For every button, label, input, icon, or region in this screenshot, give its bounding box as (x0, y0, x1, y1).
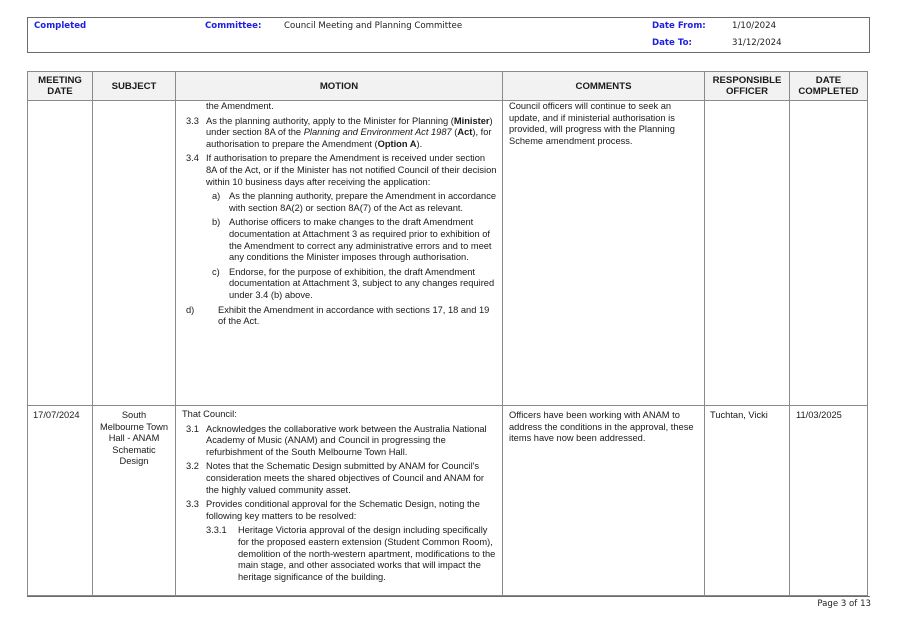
date-completed-cell (790, 101, 868, 406)
table-row (28, 406, 868, 596)
col-responsible-officer: RESPONSIBLE OFFICER (705, 72, 790, 101)
col-date-completed: DATE COMPLETED (790, 72, 868, 101)
motion-continuation: the Amendment. (206, 101, 274, 111)
motion-cell (176, 406, 503, 596)
date-to-label: Date To: (652, 38, 692, 48)
motion-sub-d: d) Exhibit the Amendment in accordance with sections 17, 18 and 19 of the Act. (186, 304, 490, 327)
motion-item-3-3-1: 3.3.1 Heritage Victoria approval of the design including specifically for the proposed eastern extension (Student Common Room), demolition of the north-western apartment, modifications to the main stage, and other associated works that will impact the heritage significance of the building. (206, 525, 496, 582)
table-row (28, 101, 868, 406)
comments-cell: Council officers will continue to seek an update, and if ministerial authorisation is provided, will progress with the Planning Scheme amendment process. (503, 101, 705, 406)
col-motion: MOTION (176, 72, 503, 101)
motion-item-3-2: 3.2 Notes that the Schematic Design submitted by ANAM for Council's consideration meets the shared objectives of Council and ANAM for the highly valued community asset. (186, 461, 485, 495)
responsible-officer-cell (705, 101, 790, 406)
col-meeting-date: MEETING DATE (28, 72, 93, 101)
committee-value: Council Meeting and Planning Committee (284, 21, 463, 31)
motion-sub-a: a) As the planning authority, prepare the Amendment in accordance with section 8A(2) or section 8A(7) of the Act as relevant. (212, 191, 497, 213)
date-to-value: 31/12/2024 (732, 38, 782, 48)
motion-cell (176, 101, 503, 406)
motion-sub-b: b) Authorise officers to make changes to the draft Amendment documentation at Attachment 3 as required prior to exhibition of the Amendment to correct any administrative errors and to meet any conditions the Minister imposes through authorisation. (212, 217, 492, 263)
col-comments: COMMENTS (503, 72, 705, 101)
meeting-date-cell (28, 101, 93, 406)
date-from-label: Date From: (652, 21, 706, 31)
committee-label: Committee: (205, 21, 262, 31)
page-number: Page 3 of 13 (817, 599, 871, 609)
motion-item-3-3: 3.3 Provides conditional approval for the Schematic Design, noting the following key matters to be resolved: (186, 499, 480, 521)
meeting-date-cell: 17/07/2024 (28, 406, 93, 596)
motion-intro: That Council: (182, 409, 237, 419)
motion-item-3-1: 3.1 Acknowledges the collaborative work between the Australia National Academy of Music (ANAM) and Council in progressing the refurbishment of the South Melbourne Town Hall. (186, 423, 487, 457)
report-header (27, 17, 870, 53)
date-from-value: 1/10/2024 (732, 21, 777, 31)
motion-item-3-3: 3.3 As the planning authority, apply to the Minister for Planning (Minister) under section 8A of the Planning and Environment Act 1987 (Act), for authorisation to prepare the Amendment (Option A). (186, 115, 493, 149)
motions-table (27, 71, 868, 596)
motion-sub-c: c) Endorse, for the purpose of exhibition, the draft Amendment documentation at Attachment 3, subject to any changes required under 3.4 (b) above. (212, 266, 495, 300)
status-label: Completed (34, 21, 87, 31)
table-header-row (28, 72, 868, 101)
footer-divider (27, 596, 870, 597)
subject-cell (93, 101, 176, 406)
motion-item-3-4: 3.4 If authorisation to prepare the Amendment is received under section 8A of the Act, or if the Minister has not notified Council of their decision within 10 business days after receiving the application: (186, 153, 497, 187)
date-completed-cell: 11/03/2025 (790, 406, 868, 596)
col-subject: SUBJECT (93, 72, 176, 101)
responsible-officer-cell: Tuchtan, Vicki (705, 406, 790, 596)
subject-cell: South Melbourne Town Hall - ANAM Schematic Design (93, 406, 176, 596)
comments-cell: Officers have been working with ANAM to address the conditions in the approval, these items have now been addressed. (503, 406, 705, 596)
